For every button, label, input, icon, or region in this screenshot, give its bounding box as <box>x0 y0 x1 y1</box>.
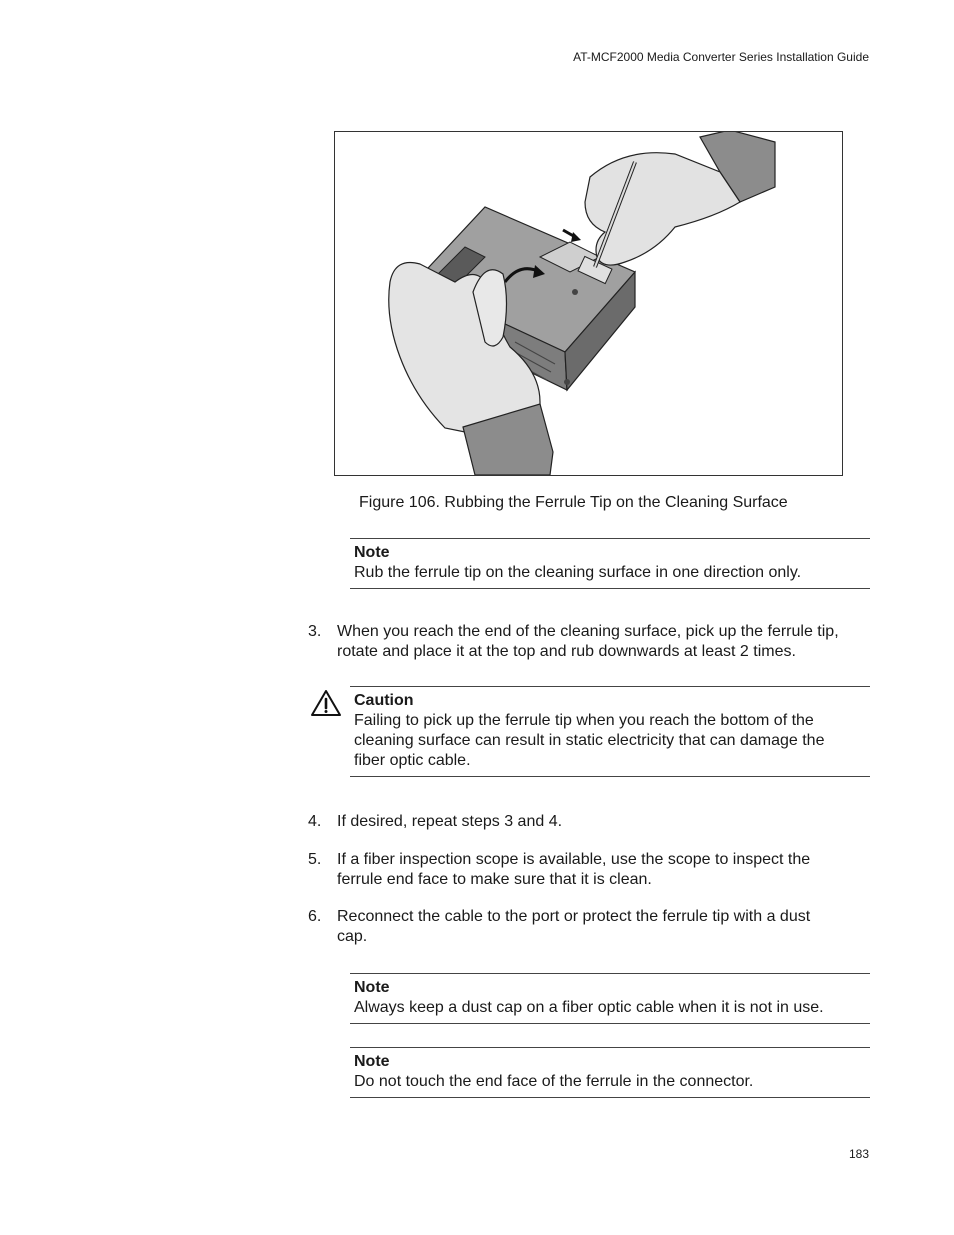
note-text: Rub the ferrule tip on the cleaning surface in one direction only. <box>354 564 802 581</box>
caution-title: Caution <box>354 692 414 709</box>
step-text-line: If desired, repeat steps 3 and 4. <box>337 813 563 830</box>
note-title: Note <box>354 544 390 561</box>
step-6 <box>308 907 873 947</box>
figure-illustration <box>334 131 843 476</box>
step-text-line: If a fiber inspection scope is available, use the scope to inspect the <box>337 851 811 868</box>
step-text-line: rotate and place it at the top and rub downwards at least 2 times. <box>337 643 796 660</box>
step-text-line: cap. <box>337 928 368 945</box>
note-box-1 <box>350 538 870 589</box>
step-text-line: Reconnect the cable to the port or protect the ferrule tip with a dust <box>337 908 811 925</box>
note-box-2 <box>350 973 870 1024</box>
page-number: 183 <box>848 1147 869 1161</box>
step-text-line: ferrule end face to make sure that it is clean. <box>337 871 652 888</box>
note-title: Note <box>354 1053 390 1070</box>
caution-text-line: Failing to pick up the ferrule tip when you reach the bottom of the <box>354 712 814 729</box>
step-number: 6. <box>308 908 322 925</box>
note-text: Do not touch the end face of the ferrule in the connector. <box>354 1073 754 1090</box>
step-4 <box>308 812 873 832</box>
note-text: Always keep a dust cap on a fiber optic cable when it is not in use. <box>354 999 824 1016</box>
note-title: Note <box>354 979 390 996</box>
step-text-line: When you reach the end of the cleaning surface, pick up the ferrule tip, <box>337 623 839 640</box>
caution-text-line: fiber optic cable. <box>354 752 471 769</box>
caution-box <box>350 686 870 777</box>
warning-triangle-icon <box>310 689 342 722</box>
step-5 <box>308 850 873 890</box>
step-number: 3. <box>308 623 322 640</box>
note-box-3 <box>350 1047 870 1098</box>
step-number: 5. <box>308 851 322 868</box>
step-3 <box>308 622 873 662</box>
caution-text-line: cleaning surface can result in static electricity that can damage the <box>354 732 825 749</box>
step-number: 4. <box>308 813 322 830</box>
figure-caption: Figure 106. Rubbing the Ferrule Tip on the Cleaning Surface <box>359 494 788 511</box>
running-header: AT-MCF2000 Media Converter Series Installation Guide <box>573 50 869 64</box>
cleaning-illustration <box>335 132 842 475</box>
